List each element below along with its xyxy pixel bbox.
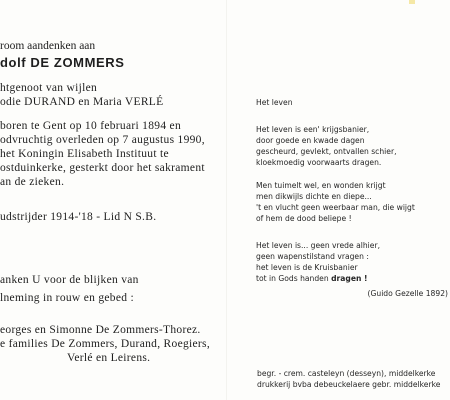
poem-line: Het leven is... geen vrede alhier, [256,241,380,250]
poem-line: door goede en kwade dagen [256,136,365,145]
veteran-line: udstrijder 1914-'18 - Lid N S.B. [0,211,157,223]
poem-line: Het leven is een' krijgsbanier, [256,125,370,134]
card-fold [226,0,227,400]
poem-line: Men tuimelt wel, en wonden krijgt [256,181,386,190]
poem-line: gescheurd, gevlekt, ontvallen schier, [256,147,397,156]
poem-credit: (Guido Gezelle 1892) [367,289,448,298]
poem-line: tot in Gods handen dragen ! [256,274,368,283]
spouse-line-2: odie DURAND en Maria VERLÉ [0,96,164,108]
intro-text: room aandenken aan [0,40,96,52]
poem-emphasis: dragen ! [331,274,368,283]
spouse-line-1: htgenoot van wijlen [0,82,98,94]
printer-line-1: begr. - crem. casteleyn (desseyn), middelkerke [257,369,436,378]
birth-line-4: ostduinkerke, gesterkt door het sakrament [0,162,205,174]
poem-line: geen wapenstilstand vragen : [256,252,369,261]
poem-line: men dikwijls dichte en diepe... [256,192,372,201]
deceased-name: dolf DE ZOMMERS [0,55,125,70]
poem-line: of hem de dood beliepe ! [256,214,352,223]
family-line-3: Verlé en Leirens. [67,352,151,364]
poem-line: 't en vlucht geen weerbaar man, die wijgt [256,203,415,212]
poem-title: Het leven [256,98,293,107]
left-panel [0,0,222,400]
birth-line-2: odvruchtig overleden op 7 augustus 1990, [0,134,205,146]
thanks-line-2: lneming in rouw en gebed : [0,292,134,304]
thanks-line-1: anken U voor de blijken van [0,274,139,286]
poem-line: het leven is de Kruisbanier [256,263,358,272]
poem-line: kloekmoedig voorwaarts dragen. [256,158,382,167]
right-panel [230,0,450,400]
birth-line-3: het Koningin Elisabeth Instituut te [0,148,169,160]
birth-line-5: an de zieken. [0,176,65,188]
birth-line-1: boren te Gent op 10 februari 1894 en [0,120,182,132]
printer-line-2: drukkerij bvba debeuckelaere gebr. middelkerke [257,380,441,389]
family-line-1: eorges en Simonne De Zommers-Thorez. [0,324,201,336]
family-line-2: e families De Zommers, Durand, Roegiers, [0,338,210,350]
